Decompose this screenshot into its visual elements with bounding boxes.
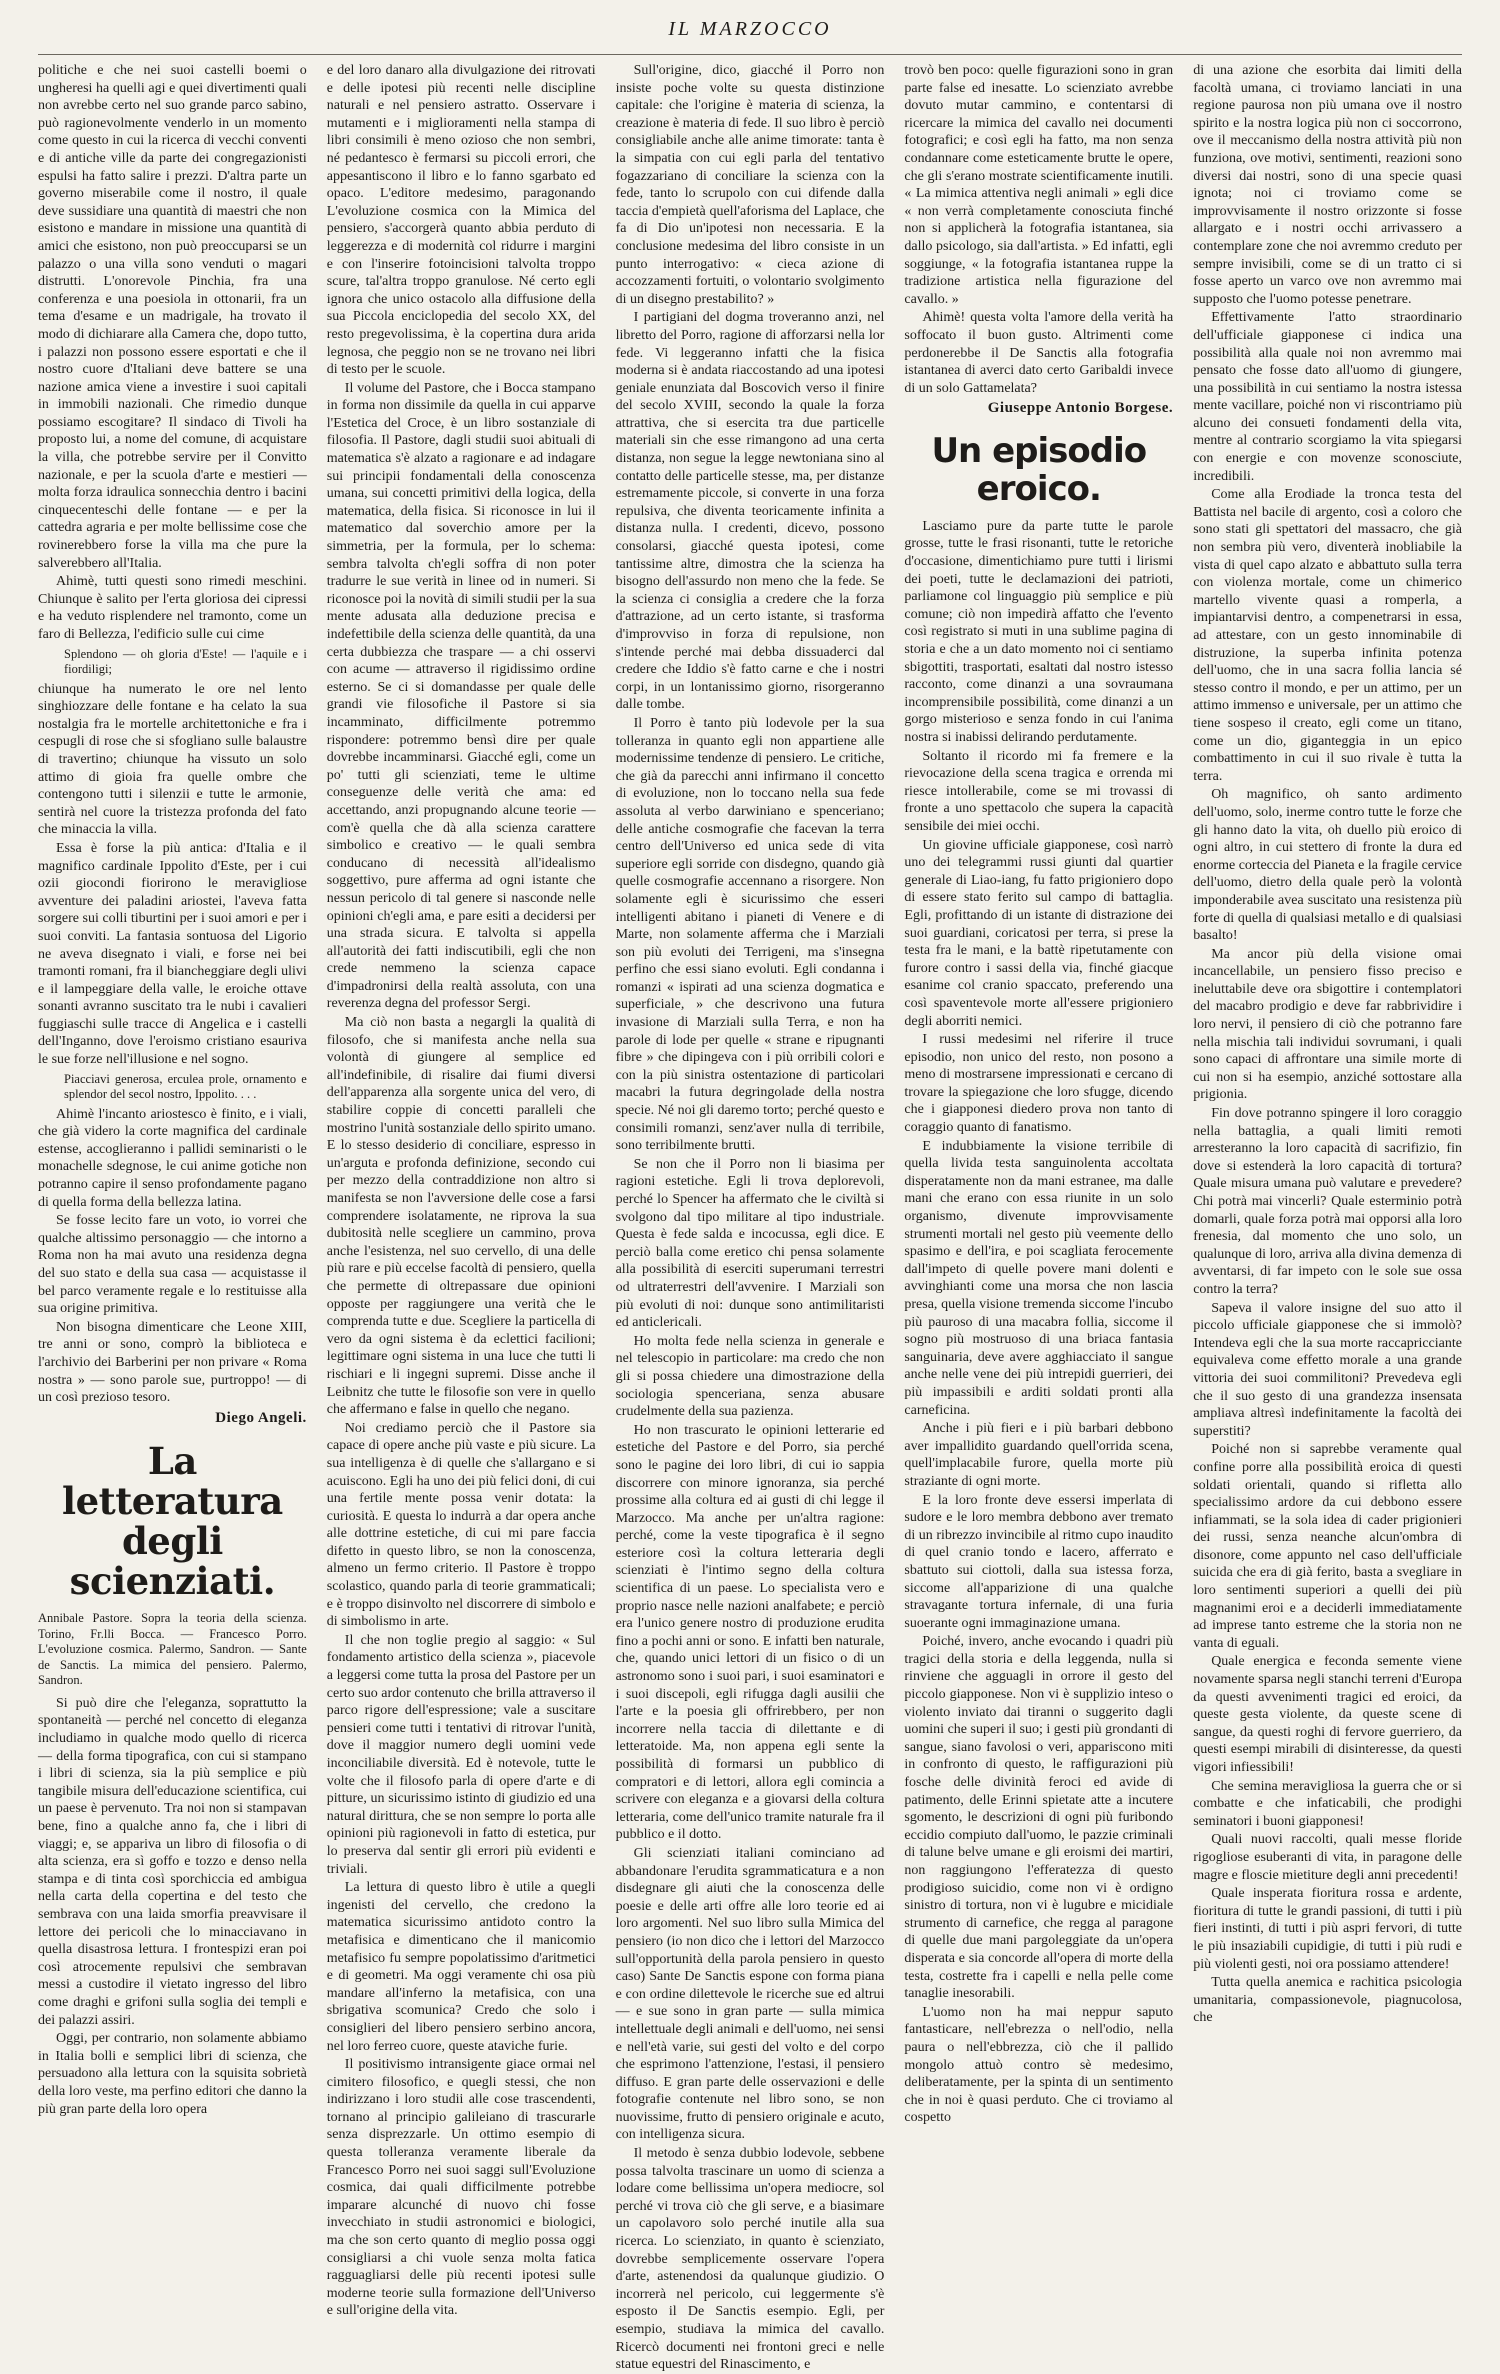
paragraph: Oh magnifico, oh santo ardimento dell'uomo, solo, inerme contro tutte le forze che gli hanno dato la vita, oh duello più eroico di ogni altro, in cui stettero di fronte la dura ed enorme corteccia del Pianeta e la fragile cervice dell'uomo, dietro della quale però la volontà imponderabile avea suscitato una resistenza più forte di quella di qualsiasi metallo e di qualsiasi basalto! <box>1193 787 1462 944</box>
paragraph: Sull'origine, dico, giacché il Porro non insiste poche volte su questa distinzione capitale: che l'origine è materia di scienza, la creazione è materia di fede. Il suo libro è perciò consigliabile anche alle anime timorate: tanta è la simpatia con cui egli parla del tentativo fogazzariano di conciliare la scienza con la fede, tanto lo scrupolo con cui difende dalla taccia d'empietà quell'aforisma del Laplace, che fa di Dio un'ipotesi non necessaria. E la conclusione medesima del libro consiste in un punto interrogativo: « ciecа azione di accozzamenti fortuiti, o volontario svolgimento di un disegno prestabilito? » <box>615 63 885 307</box>
columns <box>38 62 1462 2373</box>
author-signature: Diego Angeli. <box>215 1409 307 1426</box>
paragraph: Ho molta fede nella scienza in generale e nel telescopio in particolare: ma credo che non gli si possa chiedere una dimostrazione della sociologia spenceriana, senza abusare crudelmente della sua pazienza. <box>615 1333 885 1420</box>
author-signature: Giuseppe Antonio Borgese. <box>987 400 1174 417</box>
paragraph: Noi crediamo perciò che il Pastore sia capace di opere anche più vaste e più sicure. La sua intelligenza è di quelle che s'allargano e si acuiscono. Egli ha uno dei più felici doni, di cui una fertile mente possa venir dotata: la curiosità. E questa lo indurrà a dar opera anche alle dottrine estetiche, di cui mi pare faccia difetto in questo libro, se non la conoscenza, almeno un fermo criterio. Il Pastore è troppo scolastico, quando parla di teorie grammaticali; e è troppo disinvolto nel discorrere di simbolo e di simbolismo in arte. <box>326 1420 596 1630</box>
verse-quote: Splendono — oh gloria d'Este! — l'aquile e i fiordiligi; <box>64 646 307 677</box>
paragraph: Ahimè, tutti questi sono rimedi meschini. Chiunque è salito per l'erta gloriosa dei cipressi e ha veduto risplendere nel tramonto, come un faro di Bellezza, l'edificio sulle cui cime <box>38 574 307 642</box>
column-3 <box>615 62 885 2373</box>
paragraph: Ma ciò non basta a negargli la qualità di filosofo, che si manifesta anche nella sua volontà di giungere al semplice ed all'indefinibile, di risalire dai fiumi diversi dell'apparenza alla sorgente unica del vero, di stabilire coppie di concetti paralleli che mostrino l'unità sostanziale dello spirito umano. E lo stesso desiderio di conciliare, espresso in un'arguta e profonda definizione, secondo cui per mezzo della contraddizione non altro si manifesta se non l'avversione delle cose a farsi comprendere isolatamente, ne riprova la sua dubitosità nelle scegliere un cammino, prova anche l'esistenza, nel suo cervello, di una delle più rare e più eccelse facoltà di pensiero, quella che permette di oltrepassare due opinioni opposte per raggiungere una verità che le comprenda tutte e due. Scegliere la particella di vero da ogni sistema è da eclettici facilioni; legittimare ogni sistema in una luce che tutti li rischiari e li ingegni supremi. Disse anche il Leibnitz che tutte le filosofie son vere in quello che affermano e false in quello che negano. <box>326 1015 596 1418</box>
paragraph: Oggi, per contrario, non solamente abbiamo in Italia bolli e semplici libri di scienza, che persuadono alla lettura con la squisita sobrietà della loro veste, ma perfino editori che danno la più gran parte della loro opera <box>38 2031 307 2117</box>
article-headline: Un episodio eroico. <box>931 430 1147 509</box>
paragraph: E indubbiamente la visione terribile di quella livida testa sanguinolenta accoltata disperatamente non da mani estranee, ma dalle mani che erano con essa riunite in un solo organismo, divenute improvvisamente strumenti mortali nel gesto più veemente dello spasimo e dell'ira, e poi scagliata ferocemente dall'impeto di quelle povere mani dolenti e avvinghianti come una morsa che non lascia presa, quella visione tremenda siccome l'incubo più pauroso di una macabra follia, siccome il sogno più mostruoso di una briaca fantasia sanguinaria, deve avere agghiacciato il sangue anche nelle vene dei più intrepidi guerrieri, dei più impassibili e arditi soldati pronti alla carneficina. <box>904 1138 1174 1418</box>
paragraph: Quali nuovi raccolti, quali messe floride rigogliose esuberanti di vita, in paragone delle magre e floscie mietiture degli anni precedenti! <box>1193 1832 1462 1883</box>
paragraph: Sapeva il valore insigne del suo atto il piccolo ufficiale giapponese che si immolò? Intendeva egli che la sua morte raccapricciante equivaleva come effetto morale a una grande vittoria dei suoi commilitoni? Prevedeva egli che il suo gesto di una grandezza insensata ampliava altresì indefinitamente la facoltà dei superstiti? <box>1193 1300 1462 1439</box>
paragraph: Se non che il Porro non li biasima per ragioni estetiche. Egli li trova deplorevoli, perché lo Spencer ha affermato che le civiltà si svolgono dal tipo militare al tipo industriale. Questa è fede salda e incocussa, egli dice. E perciò balla come eretico chi pensa solamente alla possibilità di eserciti superumani terrestri od ultraterrestri dell'avvenire. I Marziali son più evoluti di noi: dunque sono antimilitaristi ed anticlericali. <box>615 1156 885 1331</box>
column-1 <box>38 62 307 2117</box>
paragraph: Effettivamente l'atto straordinario dell'ufficiale giapponese ci indica una possibilità alla quale noi non avremmo mai pensato che fosse dato all'uomo di giungere, una possibilità in cui sentiamo la nostra istessa mente vacillare, poiché non vi riscontriamo più alcuno dei consueti fondamenti della vita, mentre al contrario scorgiamo la vita spiegarsi con energie e con movenze sconosciute, incredibili. <box>1193 310 1462 484</box>
paragraph: Non bisogna dimenticare che Leone XIII, tre anni or sono, comprò la biblioteca e l'archivio dei Barberini per non privare « Roma nostra » — sono parole sue, purtroppo! — di un così prezioso tesoro. <box>38 1319 307 1406</box>
paragraph: Lasciamo pure da parte tutte le parole grosse, tutte le frasi risonanti, tutte le retoriche d'occasione, dimentichiamo pure tutti i lirismi dei poeti, tutte le declamazioni dei patrioti, parliamone col linguaggio più semplice e più comune; ciò non impedirà affatto che l'evento così registrato si muti in una sublime pagina di storia e che a un dato momento noi ci sentiamo sbigottiti, trasportati, esaltati dal nostro istesso racconto, come dinanzi a una sovraumana incomprensibile possibilità, come dinanzi a un gorgo misterioso e senza fondo in cui l'anima nostra si inabissi delirando perdutamente. <box>904 518 1174 745</box>
paragraph: Se fosse lecito fare un voto, io vorrei che qualche altissimo personaggio — che intorno a Roma non ha mai avuto una residenza degna del suo stato e della sua casa — acquistasse il bel parco veramente regale e lo restituisse alla sua origine primitiva. <box>38 1213 307 1317</box>
paragraph: Il volume del Pastore, che i Bocca stampano in forma non dissimile da quella in cui apparve l'Estetica del Croce, è un libro sostanziale di filosofia. Il Pastore, dagli studii suoi abituali di matematica s'è alzato a ragionare e ad indagare sui principii fondamentali della conoscenza umana, sui concetti primitivi della logica, della matematica, della fisica. Si riconosce in lui il matematico dal soverchio amore per la simmetria, per la formula, per lo schema: sembra talvolta ch'egli soffra di non poter tradurre le sue verità in linee od in numeri. Si riconosce poi la novità di simili studii per la sua mente adusata alla deduzione precisa e indefettibile della scienza delle quantità, da una certa dubbiezza che traspare — a chi osservi con acume — attraverso il rigidissimo ordine esterno. Se ci si domandasse per quale delle grandi vie filosofiche il Pastore si sia incamminato, difficilmente potremmo rispondere: potremmo bensì dire per quale dovrebbe incamminarsi. Giacché egli, come un po' tutti gli scienziati, teme le ultime conseguenze delle verità che ama: ed accettando, anzi propugnando alcune teorie — com'è quella che dà alla scienza carattere simbolico e creativo — le quali sembra conducano di necessità all'idealismo soggettivo, pure afferma ad ogni istante che nessun pericolo di tal genere si nasconde nelle opinioni ch'egli ama, e pare esiti a decidersi per una strada sicura. E talvolta si appella all'autorità dei fatti indiscutibili, egli che non crede nemmeno la scienza capace d'impadronirsi della realtà assoluta, con una reverenza degna del professor Sergi. <box>326 380 596 1012</box>
paragraph: Che semina meravigliosa la guerra che or si combatte e che infaticabili, che prodighi seminatori i buoni giapponesi! <box>1193 1778 1462 1829</box>
paragraph: e del loro danaro alla divulgazione dei ritrovati e delle ipotesi più recenti nelle discipline naturali e nel pensiero astratto. Osservare i mutamenti e i miglioramenti nella stampa di libri consimili è meno ozioso che non sembri, né pedantesco è fermarsi su piccoli errori, che appesantiscono il libro e lo fanno sgarbato ed opaco. L'editore medesimo, paragonando L'evoluzione cosmica con la Mimica del pensiero, s'accorgerà quanto abbia perduto di leggerezza e di modernità col ridurre i margini e con l'inserire fotoincisioni talvolta troppo scure, tal'altra troppo granulose. Né certo egli ignora che unico ostacolo alla diffusione della sua Piccola enciclopedia del secolo XX, del resto pregevolissima, è la copertina dura arida legnosa, che peggio non se ne trovano nei libri di testo per le scuole. <box>326 63 596 378</box>
bibliography: Annibale Pastore. Sopra la teoria della scienza. Torino, Fr.lli Bocca. — Francesco Porro. L'evoluzione cosmica. Palermo, Sandron. — Sante de Sanctis. La mimica del pensiero. Palermo, Sandron. <box>38 1611 307 1688</box>
paragraph: politiche e che nei suoi castelli boemi o ungheresi ha quelli agi e quei divertimenti quali non avrebbe certo nel suo grande parco sabino, può ragionevolmente venderlo in un momento come questo in cui la ricerca di vecchi conventi e di antiche ville da parte dei congregazionisti espulsi ha fatto salire i prezzi. D'altra parte un governo miserabile come il nostro, il quale deve sussidiare una quantità di maestri che non esistono e mandare in missione una quantità di amici che esistono, non può preoccuparsi se un palazzo o una villa sono venduti o magari distrutti. L'onorevole Pinchia, fra una conferenza e una poesiola in ottonarii, fra un tema d'esame e un madrigale, ha trovato il modo di dichiarare alla Camera che, dopo tutto, i palazzi non possono essere esportati e che il nostro cuore d'Italiani deve battere se una nazione amica viene a investire i suoi capitali in immobili nazionali. Che rimedio dunque possiamo escogitare? Il sindaco di Tivoli ha proposto lui, a nome del comune, di acquistare la villa, che potrebbe servire per il Convitto nazionale, e per la scuola d'arte e mestieri — molta forza idraulica sonnecchia dentro i bacini cinquecenteschi delle fontane — e per la cattedra agraria e per molte bellissime cose che rovinerebbero forse la villa ma che pure la salverebbero all'Italia. <box>38 63 307 571</box>
paragraph: Anche i più fieri e i più barbari debbono aver impallidito guardando quell'orrida scena, quell'implacabile furore, quella morte più straziante di ogni morte. <box>904 1421 1174 1489</box>
paragraph: Poiché, invero, anche evocando i quadri più tragici della storia e della leggenda, nulla si rinviene che agguagli in orrore il gesto del piccolo giapponese. Non vi è supplizio inteso o violento inviato dai tiranni o suggerito dagli uomini che superi il suo; i gesti più grondanti di sangue, siano favolosi o veri, appariscono miti in confronto di questo, le raffigurazioni più fosche delle divinità feroci ed avide di patimento, delle Erinni spietate atte a incutere sgomento, le descrizioni di ogni più furibondo eccidio compiuto dall'uomo, le pazzie criminali di talune belve umane e gli eroismi dei martiri, non raggiungono l'efferatezza di questo prodigioso suicidio, come non vi è ordigno sinistro di tortura, non vi è lugubre e micidiale strumento di carnefice, che regga al paragone di quelle due mani pargoleggiate da un'opera disperata e sia concorde all'opera di morte della testa, costrette fra i capelli e nella pelle come tanaglie inesorabili. <box>904 1634 1174 2002</box>
paragraph: Tutta quella anemica e rachitica psicologia umanitaria, compassionevole, piagnucolosa, che <box>1193 1975 1462 2026</box>
paragraph: Un giovine ufficiale giapponese, così narrò uno dei telegrammi russi giunti dal quartier generale di Liao-iang, fu fatto prigioniero dopo di essere stato ferito sul campo di battaglia. Egli, profittando di un istante di distrazione dei suoi guardiani, coricatosi per terra, si prese la testa fra le mani, e la battè ripetutamente con furore contro i sassi della via, finché giacque esanime col cranio spaccato, preferendo una così spaventevole morte all'essere prigioniero degli aborriti nemici. <box>904 837 1174 1029</box>
paragraph: Essa è forse la più antica: d'Italia e il magnifico cardinale Ippolito d'Este, per i cui ozii giocondi fiorirono le meravigliose avventure dei paladini ariostei, l'aveva fatta sorgere sui colli tiburtini per i suoi amori e per i suoi conviti. La fantasia sontuosa del Ligorio ne aveva disegnato i viali, e forse nei bei tramonti romani, fra il biancheggiare degli ulivi e il lampeggiare della valle, le eroiche ottave sonanti avranno suscitato tra le nubi i cavalieri fuggiaschi sulle tracce di Angelica e i castelli dell'Inganno, dove l'eroismo cristiano esauriva le sue forze nell'illusione e nel sogno. <box>38 840 307 1068</box>
paragraph: Poiché non si saprebbe veramente qual confine porre alla possibilità eroica di questi soldati orientali, quando si rifletta allo specialissimo ardore da cui debbono essere infiammati, se la sola idea di cader prigionieri dei russi, senza neanche alcun'ombra di disonore, come appunto nel caso dell'ufficiale suicida che era di già ferito, basta a svegliare in loro sentimenti superiori a quelli dei più magnanimi eroi e a deciderli immediatamente ad imprese tanto estreme che la storia non ne vanta di eguali. <box>1193 1442 1462 1651</box>
masthead: IL MARZOCCO <box>668 18 832 40</box>
paragraph: Fin dove potranno spingere il loro coraggio nella battaglia, a quali limiti remoti arresteranno la loro capacità di sacrifizio, fin dove si estenderà la loro capacità di tortura? Quale misura umana può valutare e prevedere? Chi potrà mai vincerli? Quale esterminio potrà domarli, quale forza potrà mai opporsi alla loro frenesia, dal momento che uno solo, un qualunque di loro, arriva alla divina demenza di avventarsi, di far impeto con le sole sue ossa contro la terra? <box>1193 1106 1462 1297</box>
header-rule <box>38 54 1462 55</box>
paragraph: Soltanto il ricordo mi fa fremere e la rievocazione della scena tragica e orrenda mi riesce intollerabile, come se mi trovassi di fronte a uno spettacolo che supera la capacità sensibile dei miei occhi. <box>904 748 1174 834</box>
paragraph: La lettura di questo libro è utile a quegli ingenisti del cervello, che credono la matematica sicurissimo antidoto contro la metafisica e dimenticano che il manicomio metafisico fu sempre popolatissimo d'aritmetici e di geometri. Ma oggi veramente chi osa più mandare all'inferno la metafisica, con una sbrigativa scomunica? Credo che solo i consiglieri del libero pensiero serbino ancora, nel loro ferreo cuore, queste ataviche furie. <box>326 1880 596 2054</box>
column-4 <box>904 62 1174 2126</box>
paragraph: Ahimè! questa volta l'amore della verità ha soffocato il buon gusto. Altrimenti come perdonerebbe il De Sanctis alla fotografia istantanea di averci dato certo Garibaldi invece di un solo Gattamelata? <box>904 310 1174 396</box>
paragraph: L'uomo non ha mai neppur saputo fantasticare, nell'ebrezza o nell'odio, nella paura o nell'ebbrezza, ciò che il pallido mongolo attuò contro sè medesimo, deliberatamente, per la spinta di un sentimento che in noi è quasi perduto. Che ci troviamo al cospetto <box>904 2004 1174 2126</box>
paragraph: Ahimè l'incanto ariostesco è finito, e i viali, che già videro la corte magnifica del cardinale estense, accoglieranno i pallidi seminaristi o le monachelle sdegnose, le cui anime gotiche non potranno capire il senso profondamente pagano di quella forma della bellezza latina. <box>38 1106 307 1210</box>
paragraph: Si può dire che l'eleganza, soprattutto la spontaneità — perché nel concetto di eleganza includiamo in qualche modo quello di ricerca — della forma tipografica, con cui si stampano i libri di scienza, sia la più semplice e più tangibile misura dell'educazione scientifica, cui un paese è pervenuto. Tra noi non si stampavan bene, fino a qualche anno fa, che i libri di viaggi; e, se appariva un libro di filosofia o di alta scienza, era sì goffo e tozzo e denso nella stampa e di tinta così sporchiccia ed ambigua nella carta della copertina e del testo che sembrava con una laida smorfia preavvisare il lettore dei pericoli che lo minacciavano in quella disastrosa lettura. I frontespizi eran poi così atrocemente repulsivi che sembravan messi a custodire il vietato ingresso del libro come draghi e grifoni sulla soglia dei templi e dei palazzi assiri. <box>38 1695 307 2028</box>
paragraph: di una azione che esorbita dai limiti della facoltà umana, ci troviamo lanciati in una regione paurosa non più umana ove il nostro spirito e la nostra logica più non ci soccorrono, ove il meccanismo della nostra attività più non funziona, ove motivi, sentimenti, reazioni sono diversi dai nostri, sono di una specie quasi ignota; noi ci troviamo come se improvvisamente il nostro orizzonte si fosse allargato e i nostri occhi arrivassero a contemplare zone che noi avremmo creduto per sempre invisibili, come se di un tratto ci si fosse aperto un varco ove non avremmo mai supposto che l'uomo potesse penetrare. <box>1193 63 1462 307</box>
paragraph: Ma ancor più della visione omai incancellabile, un pensiero fisso preciso e ineluttabile deve ora sbigottire i contemplatori del macabro prodigio e deve far rabbrividire i loro nervi, il pensiero di ciò che potranno fare nella mischia tali individui sovrumani, i quali sono capaci di affrontare una simile morte di cui non si ha esempio, anziché sottostare alla prigionia. <box>1193 946 1462 1103</box>
paragraph: Quale energica e feconda semente viene novamente sparsa negli stanchi terreni d'Europa da questi avvenimenti tragici ed eroici, da queste gesta violente, da queste scene di sangue, da questi roghi di fervore guerriero, da questi esempi mirabili di disinteresse, da questi vigori infiessibili! <box>1193 1654 1462 1775</box>
paragraph: chiunque ha numerato le ore nel lento singhiozzare delle fontane e ha celato la sua nostalgia fra le mortelle architettoniche e fra i cespugli di rose che si sfogliano sulle balaustre di travertino; chiunque ha vissuto un solo attimo di gioia fra quelle ombre che contengono tutti i silenzii e tutte le armonie, sentirà nel cuore la tristezza profonda del fato che minaccia la villa. <box>38 681 307 838</box>
column-5 <box>1193 62 1462 2047</box>
paragraph: Gli scienziati italiani cominciano ad abbandonare l'erudita sgrammaticatura e a non disdegnare gli aiuti che la conoscenza delle poesie e delle arti offre alle loro teorie ed ai loro argomenti. Nel suo libro sulla Mimica del pensiero (io non dico che i lettori del Marzocco sull'opportunità della parola pensiero in questo caso) Sante De Sanctis espone con forma piana e con ordine dilettevole le ricerche sue ed altrui — e sue sono in gran parte — sulla mimica intellettuale degli animali e dell'uomo, nei sensi e nell'età varie, sui gesti del volto e del corpo che esprimono l'attenzione, l'estasi, il pensiero diffuso. E gran parte delle osservazioni e delle fotografie contenute nel libro sono, se non nuovissime, frutto di pensiero originale e acuto, con intelligenza sicura. <box>615 1845 885 2143</box>
paragraph: I russi medesimi nel riferire il truce episodio, non unico del resto, non posono a meno di mostrarsene impressionati e cercano di trovare la spiegazione che loro sfugge, dicendo che i giapponesi diedero prova non tanto di coraggio quanto di fanatismo. <box>904 1032 1174 1136</box>
paragraph: Il metodo è senza dubbio lodevole, sebbene possa talvolta trascinare un uomo di scienza a lodare come bellissima un'opera mediocre, sol perché vi trova ciò che gli serve, e a biasimare un capolavoro solo perché inutile alla sua ricerca. Lo scienziato, in quanto è scienziato, dovrebbe semplicemente osservare l'opera d'arte, astenendosi da qualunque giudizio. O incorrerà nel pericolo, cui leggermente s'è esposto il De Sanctis esempio. Egli, per esempio, studiava la mimica del cavallo. Ricercò documenti nei frontoni greci e nelle statue equestri del Rinascimento, e <box>615 2146 885 2373</box>
paragraph: Il Porro è tanto più lodevole per la sua tolleranza in quanto egli non appartiene alle modernissime tendenze di pensiero. Le critiche, che già da parecchi anni infirmano il concetto di evoluzione, non lo toccano nella sua fede assoluta al verbo darwiniano e spenceriano; delle antiche cosmografie che facevan la terra centro dell'Universo ed unica sede di vita superiore egli sorride con disdegno, quando già quelle cosmografie accennano a risorgere. Non solamente egli è sicurissimo che esseri intelligenti abitano i pianeti di Venere e di Marte, non solamente afferma che i Marziali son più evoluti dei Terrigeni, ma s'insegna perfino che essi siano evoluti. Egli condanna i romanzi « ispirati ad una scienza dogmatica e superficiale, » che descrivono una futura invasione di Marziali sulla Terra, e non ha parole di lode per quelle « strane e ripugnanti fibre » che dipingeva con i più orribili colori e con la più sinistra ostentazione di particolari macabri la futura degringolade della nostra specie. Né noi gli daremo torto; perché questo e consimili romanzi, senz'aver nulla di terribile, sono terribilmente brutti. <box>615 715 885 1154</box>
verse-quote: Piacciavi generosa, erculea prole, ornamento e splendor del secol nostro, Ippolito. . . . <box>64 1071 307 1102</box>
paragraph: Come alla Erodiade la tronca testa del Battista nel bacile di argento, così a coloro che sono stati gli spettatori del massacro, che già non sembra più vero, diventerà inobliabile la vista di quel capo alzato e abbattuto sulla terra con violenza mortale, come un chimerico martello vivente quasi a romperla, a impiantarvisi dentro, a compenetrarsi in essa, ad attestare, con un gesto innominabile di distruzione, la superba infinita potenza dell'uomo, che in una sacra follia lancia sé stesso contro il mondo, e per un attimo, per un attimo immenso e universale, per un attimo che tiene sospeso il creato, egli come un titano, come un dio, giganteggia in un epico combattimento in cui il suo rivale è tutta la terra. <box>1193 487 1462 784</box>
article-headline: La letteratura degli scienziati. <box>62 1439 283 1604</box>
paragraph: Quale insperata fioritura rossa e ardente, fioritura di tutte le grandi passioni, di tutti i più fieri instinti, di tutti i più aspri fervori, di tutte le più insaziabili cupidigie, di tutti i più rudi e più violenti gesti, noi ora possiamo attendere! <box>1193 1886 1462 1972</box>
paragraph: I partigiani del dogma troveranno anzi, nel libretto del Porro, ragione di afforzarsi nella lor fede. Vi leggeranno infatti che la fisica moderna si è andata riaccostando ad una ipotesi geniale enunziata dal Boscovich verso il finire del secolo XVIII, secondo la quale la forza attrattiva, che si esercita tra due particelle materiali sin che esse rimangono ad una certa distanza, non segue la legge newtoniana sino al contatto delle particelle stesse, ma, per distanze estremamente piccole, si converte in una forza repulsiva, che diventa teoricamente infinita a distanza nulla. I credenti, dicevo, possono consolarsi, giacché questa ipotesi, come tantissime altre, dimostra che la scienza ha bisogno dell'assurdo non meno che la fede. Se la scienza ci consiglia a credere che la forza d'attrazione, ad un certo istante, si trasforma d'improvviso in forza di repulsione, non s'intende perché mai debba dissuaderci dal credere che Iddio s'è fatto carne e che i nostri corpi, in un lontanissimo giorno, risorgeranno dalle tombe. <box>615 310 885 713</box>
paragraph: trovò ben poco: quelle figurazioni sono in gran parte false ed inesatte. Lo scienziato avrebbe dovuto mutar cammino, e contentarsi di ricercare la mimica del cavallo nei documenti fotografici; e così egli ha fatto, ma non senza condannare come esteticamente brutte le opere, che gli s'erano mostrate scientificamente inutili. « La mimica attentiva negli animali » egli dice « non verrà completamente conosciuta finché non si applicherà la fotografia istantanea, sia dallo psicologo, sia dall'artista. » Ed infatti, egli soggiunge, « la fotografia istantanea ruppe la tradizione artistica nella figurazione del cavallo. » <box>904 63 1174 307</box>
paragraph: Il positivismo intransigente giace ormai nel cimitero filosofico, e quegli stessi, che non indirizzano i loro studii alle cose trascendenti, tornano al principio galileiano di trascurarle senza disprezzarle. Un ottimo esempio di questa tolleranza veramente liberale da Francesco Porro nei suoi saggi sull'Evoluzione cosmica, dai quali difficilmente potrebbe imparare alcunché di nuovo chi fosse invecchiato in studii astronomici e biologici, ma che son certo quanto di meglio possa oggi consigliarsi a chi vuole senza molta fatica ragguagliarsi delle più recenti ipotesi sulle moderne teorie sulla formazione dell'Universo e sull'origine della vita. <box>326 2057 596 2319</box>
column-2 <box>326 62 596 2319</box>
paragraph: Ho non trascurato le opinioni letterarie ed estetiche del Pastore e del Porro, sia perché sono le pagine dei loro libri, di cui io sappia discorrere con minore ignoranza, sia perché prossime alla coltura ed ai gusti di chi legge il Marzocco. Ma anche per un'altra ragione: perché, come la veste tipografica è il segno esteriore così la coltura letteraria degli scienziati è l'intimo segno della coltura scientifica di un paese. Lo specialista vero e proprio nasce nelle nazioni analfabete; e perciò era l'unico genere nostro di produzione erudita fino a pochi anni or sono. E infatti ben naturale, che, quando unici lettori di un fisico o di un astronomo sono i suoi pari, i suoi esaminatori e i suoi discepoli, egli rifugga dagli ausilii che l'arte e la poesia gli offrirebbero, per non incorrere nella taccia di dilettante e di letteratoide. Ma, non appena egli sente la possibilità di formarsi un pubblico di compratori e di lettori, allora egli comincia a scrivere con eleganza e a giovarsi della coltura letteraria, come dell'unico tramite naturale fra il pubblico e il dotto. <box>615 1422 885 1843</box>
paragraph: E la loro fronte deve essersi imperlata di sudore e le loro membra debbono aver tremato di un ribrezzo invincibile al ritmo cupo inaudito di quel cranio tondo e lacero, afferrato e sbattuto sui ciottoli, dalla sua istessa forza, siccome all'apparizione di una qualche stravagante tortura infernale, di una furia suoerante ogni immaginazione umana. <box>904 1492 1174 1631</box>
paragraph: Il che non toglie pregio al saggio: « Sul fondamento artistico della scienza », piacevole a leggersi come tutta la prosa del Pastore per un certo suo ardor contenuto che brilla attraverso il parco rigore dell'espressione; vale a suscitare pensieri come tutti i tentativi di ritrovar l'unità, dove il maggior numero degli uomini vede inconciliabile diversità. Ed è notevole, tutte le volte che il filosofo parla di opere d'arte e di pitture, un sicurissimo istinto di giudizio ed una natural dirittura, che se non sempre lo porta alle opinioni più ragionevoli in fatto di estetica, pur lo preserva dal sentir gli errori più evidenti e triviali. <box>326 1632 596 1877</box>
